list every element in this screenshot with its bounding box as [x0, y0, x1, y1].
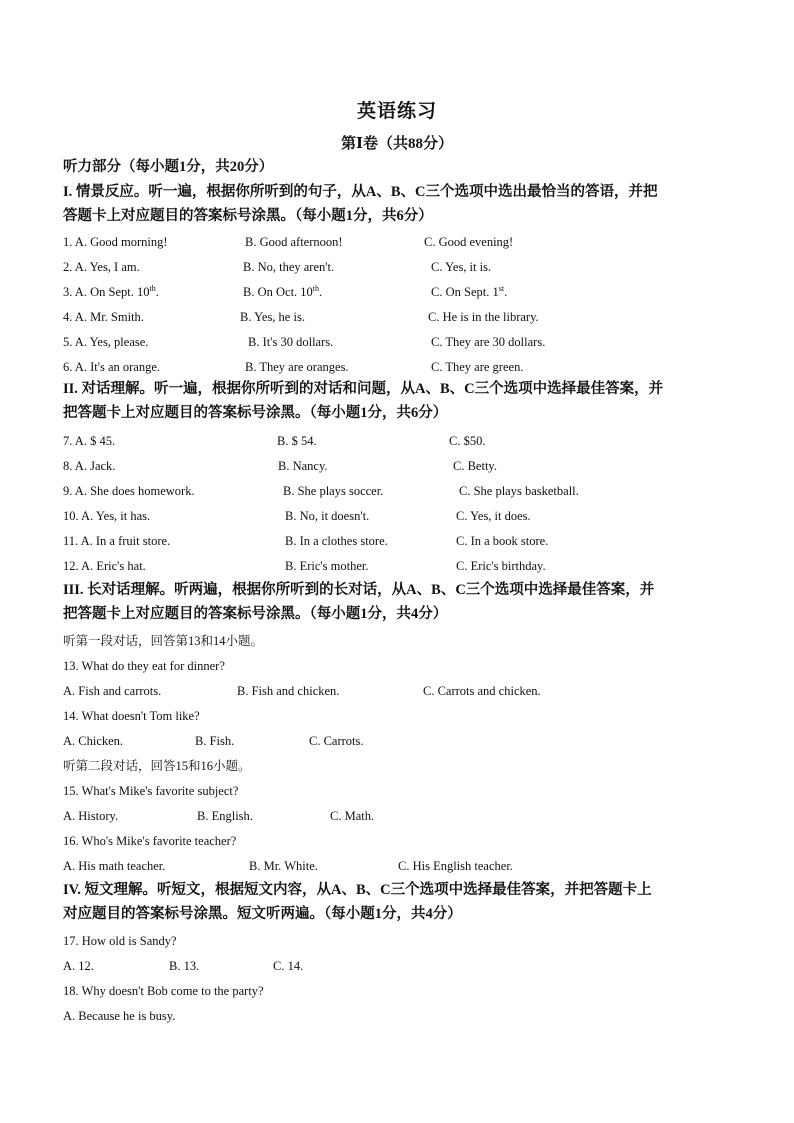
- q6-option-c: C. They are green.: [431, 360, 524, 374]
- q16-option-b: B. Mr. White.: [249, 859, 318, 873]
- q16-option-a: A. His math teacher.: [63, 859, 166, 873]
- q8-option-c: C. Betty.: [453, 459, 497, 473]
- q2-option-b: B. No, they aren't.: [243, 260, 335, 274]
- q12-option-a: 12. A. Eric's hat.: [63, 559, 146, 573]
- dialogue-1-intro: 听第一段对话，回答第13和14小题。: [63, 634, 264, 648]
- q3-option-c: C. On Sept. 1st.: [431, 283, 508, 299]
- q15-option-c: C. Math.: [330, 809, 375, 823]
- q18-option-a: A. Because he is busy.: [63, 1009, 176, 1023]
- q15-option-a: A. History.: [63, 809, 119, 823]
- q14-option-a: A. Chicken.: [63, 734, 124, 748]
- q11-option-c: C. In a book store.: [456, 534, 549, 548]
- q12-option-c: C. Eric's birthday.: [456, 559, 546, 573]
- q2-option-c: C. Yes, it is.: [431, 260, 492, 274]
- q2-option-a: 2. A. Yes, I am.: [63, 260, 140, 274]
- q10-option-c: C. Yes, it does.: [456, 509, 531, 523]
- section-2-heading: [63, 377, 743, 425]
- q11-option-b: B. In a clothes store.: [285, 534, 388, 548]
- section-1-heading-line-1: I. 情景反应。听一遍，根据你所听到的句子，从A、B、C三个选项中选出最恰当的答语，并把: [63, 184, 658, 200]
- q12-option-b: B. Eric's mother.: [285, 559, 369, 573]
- section-4-heading: [63, 878, 743, 926]
- section-1-heading: [63, 180, 743, 228]
- q5-option-b: B. It's 30 dollars.: [248, 335, 334, 349]
- q3-option-b: B. On Oct. 10th.: [243, 283, 323, 299]
- section-3-heading: [63, 578, 743, 626]
- q9-option-c: C. She plays basketball.: [459, 484, 579, 498]
- q16-stem: 16. Who's Mike's favorite teacher?: [63, 834, 237, 848]
- q9-option-a: 9. A. She does homework.: [63, 484, 195, 498]
- q11-option-a: 11. A. In a fruit store.: [63, 534, 171, 548]
- q7-option-b: B. $ 54.: [277, 434, 317, 448]
- q1-option-c: C. Good evening!: [424, 235, 514, 249]
- q5-option-c: C. They are 30 dollars.: [431, 335, 546, 349]
- q10-option-a: 10. A. Yes, it has.: [63, 509, 151, 523]
- dialogue-2-intro: 听第二段对话，回答15和16小题。: [63, 759, 251, 773]
- section-3-heading-line-1: III. 长对话理解。听两遍，根据你所听到的长对话，从A、B、C三个选项中选择最佳答案，并: [63, 582, 655, 598]
- q4-option-c: C. He is in the library.: [428, 310, 539, 324]
- q5-option-a: 5. A. Yes, please.: [63, 335, 149, 349]
- q7-option-a: 7. A. $ 45.: [63, 434, 116, 448]
- q14-option-c: C. Carrots.: [309, 734, 364, 748]
- q7-option-c: C. $50.: [449, 434, 486, 448]
- section-4-heading-line-2: 对应题目的答案标号涂黑。短文听两遍。（每小题1分，共4分）: [63, 906, 462, 922]
- q17-option-b: B. 13.: [169, 959, 200, 973]
- q17-stem: 17. How old is Sandy?: [63, 934, 177, 948]
- page-subtitle: 第Ⅰ卷（共88分）: [340, 136, 454, 152]
- section-4-heading-line-1: IV. 短文理解。听短文，根据短文内容，从A、B、C三个选项中选择最佳答案，并把答题卡上: [63, 882, 652, 898]
- q13-option-c: C. Carrots and chicken.: [423, 684, 541, 698]
- q17-option-a: A. 12.: [63, 959, 94, 973]
- q1-option-a: 1. A. Good morning!: [63, 235, 168, 249]
- section-3-heading-line-2: 把答题卡上对应题目的答案标号涂黑。（每小题1分，共4分）: [63, 606, 448, 622]
- q6-option-b: B. They are oranges.: [245, 360, 349, 374]
- q16-option-c: C. His English teacher.: [398, 859, 513, 873]
- q13-option-b: B. Fish and chicken.: [237, 684, 340, 698]
- q8-option-b: B. Nancy.: [278, 459, 328, 473]
- q14-option-b: B. Fish.: [195, 734, 235, 748]
- section-1-heading-line-2: 答题卡上对应题目的答案标号涂黑。（每小题1分，共6分）: [63, 208, 433, 224]
- q3-option-a: 3. A. On Sept. 10th.: [63, 283, 159, 299]
- section-2-heading-line-2: 把答题卡上对应题目的答案标号涂黑。（每小题1分，共6分）: [63, 405, 448, 421]
- q8-option-a: 8. A. Jack.: [63, 459, 116, 473]
- q18-stem: 18. Why doesn't Bob come to the party?: [63, 984, 264, 998]
- q1-option-b: B. Good afternoon!: [245, 235, 343, 249]
- q13-option-a: A. Fish and carrots.: [63, 684, 162, 698]
- q10-option-b: B. No, it doesn't.: [285, 509, 370, 523]
- q9-option-b: B. She plays soccer.: [283, 484, 384, 498]
- q17-option-c: C. 14.: [273, 959, 304, 973]
- listening-heading: 听力部分（每小题1分，共20分）: [63, 159, 274, 175]
- section-2-heading-line-1: II. 对话理解。听一遍，根据你所听到的对话和问题，从A、B、C三个选项中选择最佳答案，并: [63, 381, 664, 397]
- page-title: 英语练习: [356, 101, 437, 122]
- q13-stem: 13. What do they eat for dinner?: [63, 659, 225, 673]
- q14-stem: 14. What doesn't Tom like?: [63, 709, 200, 723]
- q4-option-a: 4. A. Mr. Smith.: [63, 310, 144, 324]
- q6-option-a: 6. A. It's an orange.: [63, 360, 161, 374]
- q4-option-b: B. Yes, he is.: [240, 310, 305, 324]
- q15-option-b: B. English.: [197, 809, 253, 823]
- q15-stem: 15. What's Mike's favorite subject?: [63, 784, 239, 798]
